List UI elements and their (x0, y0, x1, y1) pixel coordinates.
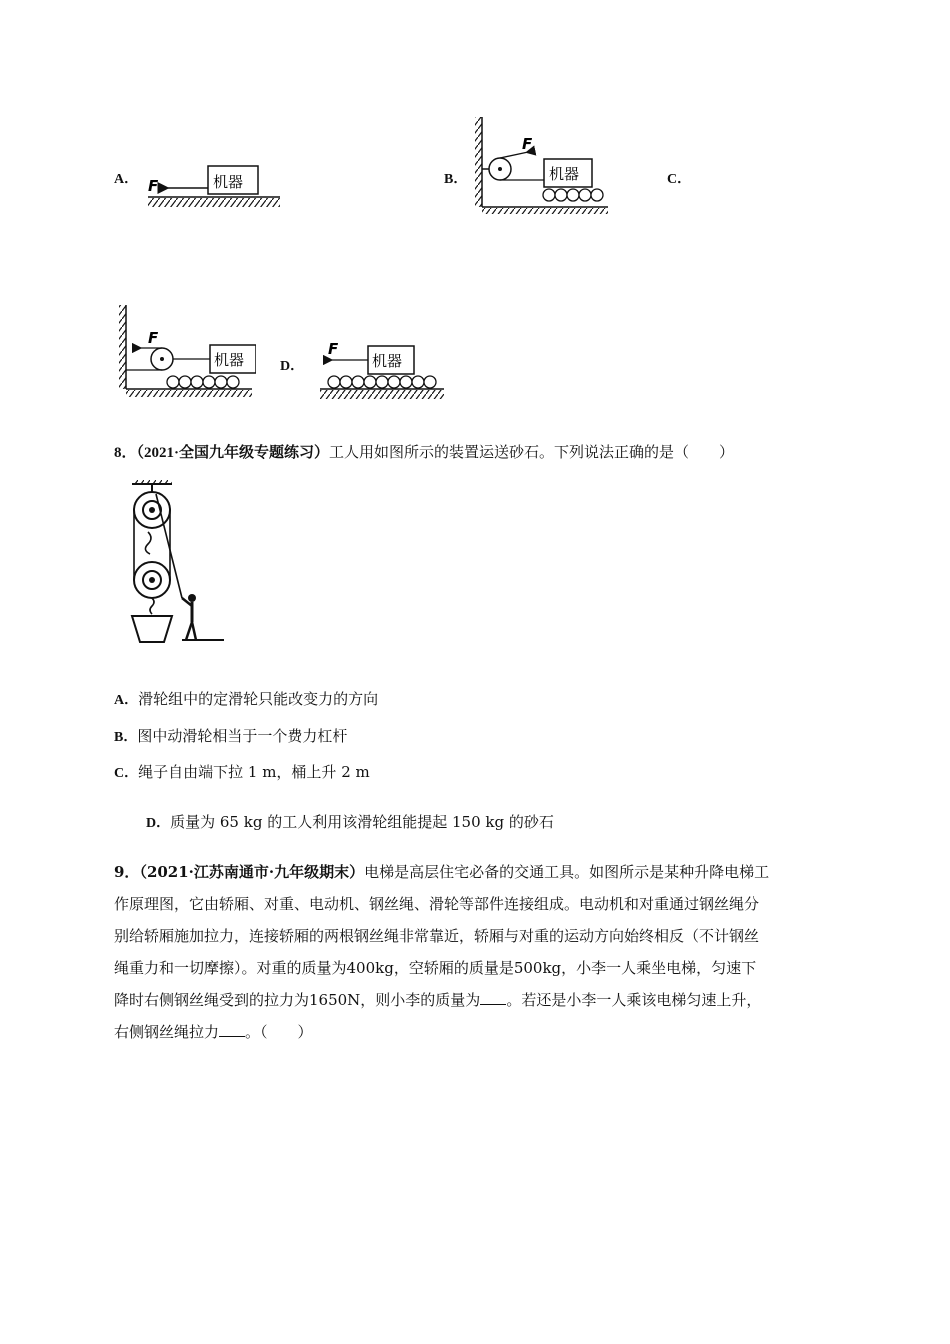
q9-line-6a: 右侧钢丝绳拉力 (114, 1023, 220, 1041)
q9-line-1 (114, 856, 834, 888)
q9-line-6 (114, 1016, 834, 1048)
q8-number: 8． (114, 445, 137, 461)
q8-option-c-text: 绳子自由端下拉 1 m，桶上升 2 m (138, 763, 370, 781)
q8-option-a-label: A． (114, 693, 139, 708)
q9-answer-blank-2[interactable] (219, 1024, 245, 1037)
q8-option-a[interactable] (114, 688, 378, 709)
q9-number: 9． (114, 863, 140, 881)
q7-c-force-symbol: F (148, 329, 159, 347)
q9-line-3: 别给轿厢施加拉力，连接轿厢的两根钢丝绳非常靠近，轿厢与对重的运动方向始终相反（不计钢丝 (114, 927, 760, 945)
q7-figure-b (472, 113, 612, 215)
q9-paragraph (114, 856, 834, 1048)
q8-option-b-text: 图中动滑轮相当于一个费力杠杆 (137, 727, 348, 745)
q7-figure-a (140, 160, 285, 212)
q7-b-machine-text: 机器 (549, 165, 580, 183)
q7-option-d-label[interactable]: D． (280, 359, 305, 374)
q7-option-c-label[interactable]: C． (667, 172, 692, 187)
q8-option-c-label: C． (114, 766, 139, 781)
q7-figure-d (318, 338, 448, 402)
q8-option-c[interactable] (114, 761, 370, 782)
q9-line-5 (114, 984, 834, 1016)
q8-source: （2021·全国九年级专题练习） (136, 445, 330, 461)
q7-figure-c (116, 303, 256, 401)
q8-option-d[interactable] (146, 811, 554, 832)
q9-line-5b: 。若还是小李一人乘该电梯匀速上升， (506, 991, 762, 1009)
q9-answer-blank-1[interactable] (480, 992, 506, 1005)
q7-b-force-symbol: F (522, 135, 533, 153)
q8-option-d-label: D． (146, 816, 171, 831)
q7-d-machine-text: 机器 (372, 352, 403, 370)
q8-text: 工人用如图所示的装置运送砂石。下列说法正确的是（ ） (329, 443, 735, 461)
q9-line-1-text: 电梯是高层住宅必备的交通工具。如图所示是某种升降电梯工 (364, 863, 770, 881)
q9-source: （2021·江苏南通市·九年级期末） (139, 863, 365, 881)
q9-line-6b: 。（ ） (245, 1023, 313, 1041)
q8-option-b-label: B． (114, 730, 138, 745)
q8-option-a-text: 滑轮组中的定滑轮只能改变力的方向 (138, 690, 379, 708)
q8-option-d-text: 质量为 65 kg 的工人利用该滑轮组能提起 150 kg 的砂石 (170, 813, 554, 831)
q7-c-machine-text: 机器 (214, 351, 245, 369)
q7-d-force-symbol: F (328, 340, 339, 358)
q8-pulley-figure (126, 480, 228, 646)
q8-option-b[interactable] (114, 725, 347, 746)
q7-a-machine-text: 机器 (213, 173, 244, 191)
q9-line-4: 绳重力和一切摩擦）。对重的质量为400kg，空轿厢的质量是500kg，小李一人乘坐电梯，匀速下 (114, 959, 757, 977)
q7-a-force-symbol: F (148, 177, 159, 195)
q9-line-5a: 降时右侧钢丝绳受到的拉力为1650N，则小李的质量为 (114, 991, 481, 1009)
q9-line-2: 作原理图，它由轿厢、对重、电动机、钢丝绳、滑轮等部件连接组成。电动机和对重通过钢丝绳分 (114, 895, 760, 913)
q7-option-a-label[interactable]: A． (114, 172, 139, 187)
q7-option-b-label[interactable]: B． (444, 172, 468, 187)
q8-stem (114, 436, 734, 469)
